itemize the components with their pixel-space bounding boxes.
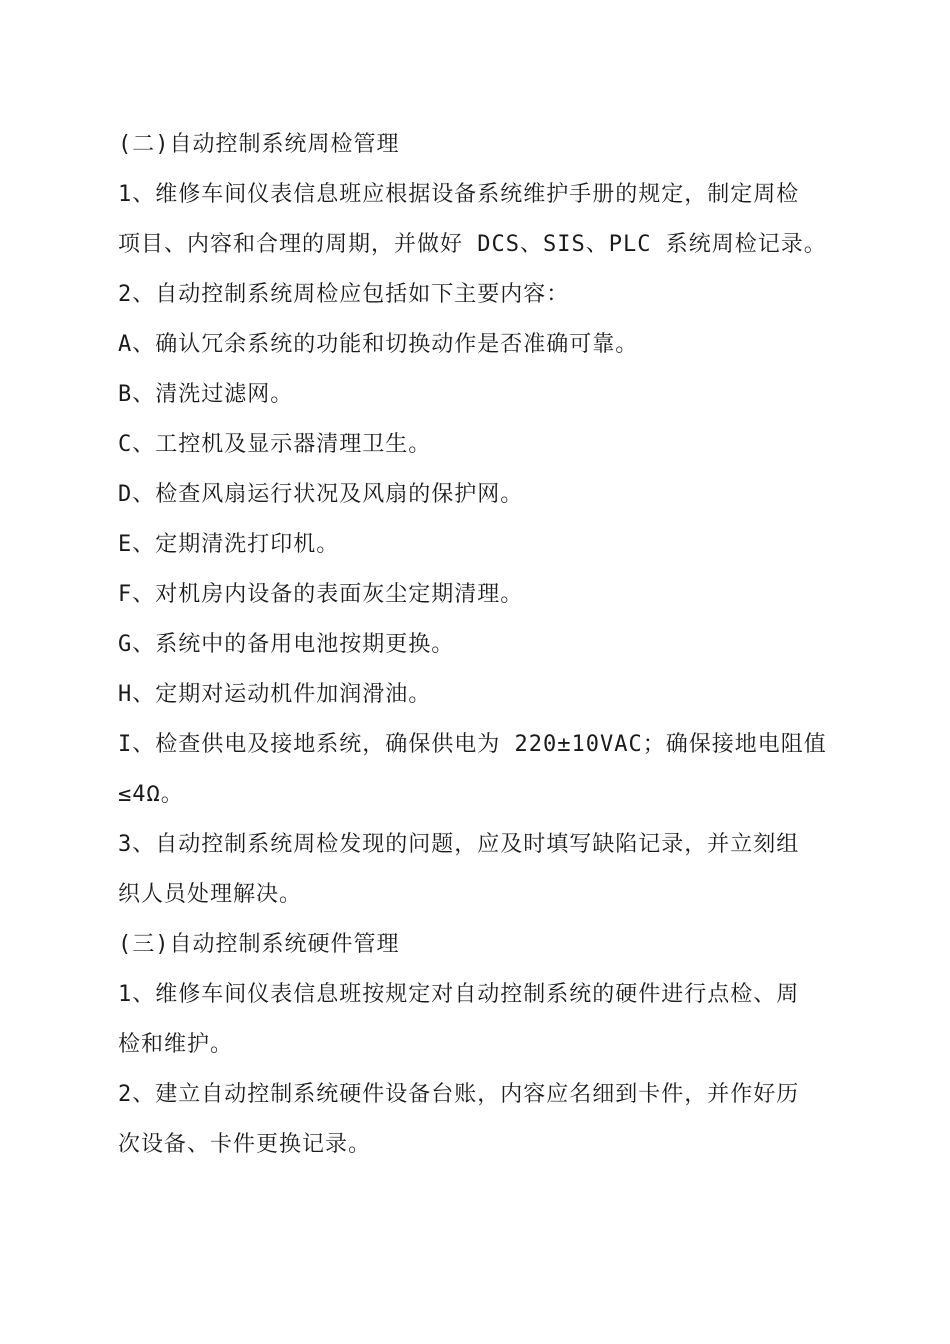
paragraph-line: 1、维修车间仪表信息班按规定对自动控制系统的硬件进行点检、周 xyxy=(118,982,800,1007)
list-item: A、确认冗余系统的功能和切换动作是否准确可靠。 xyxy=(118,332,639,357)
list-item: B、清洗过滤网。 xyxy=(118,382,294,407)
section-heading-weekly-inspection: (二)自动控制系统周检管理 xyxy=(118,132,400,157)
list-item: E、定期清洗打印机。 xyxy=(118,532,340,557)
list-item: F、对机房内设备的表面灰尘定期清理。 xyxy=(118,582,524,607)
list-item-continuation: ≤4Ω。 xyxy=(118,782,184,807)
paragraph-line: 项目、内容和合理的周期，并做好 DCS、SIS、PLC 系统周检记录。 xyxy=(118,232,827,257)
section-heading-hardware-management: (三)自动控制系统硬件管理 xyxy=(118,932,400,957)
document-body xyxy=(118,120,838,1170)
paragraph-line: 检和维护。 xyxy=(118,1032,234,1057)
paragraph-line: 织人员处理解决。 xyxy=(118,882,303,907)
paragraph-line: 次设备、卡件更换记录。 xyxy=(118,1132,372,1157)
list-item: C、工控机及显示器清理卫生。 xyxy=(118,432,432,457)
list-item: G、系统中的备用电池按期更换。 xyxy=(118,632,455,657)
list-item: I、检查供电及接地系统，确保供电为 220±10VAC；确保接地电阻值 xyxy=(118,732,827,757)
paragraph-line: 2、建立自动控制系统硬件设备台账，内容应名细到卡件，并作好历 xyxy=(118,1082,800,1107)
paragraph-line: 3、自动控制系统周检发现的问题，应及时填写缺陷记录，并立刻组 xyxy=(118,832,800,857)
paragraph-line: 2、自动控制系统周检应包括如下主要内容： xyxy=(118,282,570,307)
list-item: H、定期对运动机件加润滑油。 xyxy=(118,682,432,707)
list-item: D、检查风扇运行状况及风扇的保护网。 xyxy=(118,482,524,507)
paragraph-line: 1、维修车间仪表信息班应根据设备系统维护手册的规定，制定周检 xyxy=(118,182,800,207)
